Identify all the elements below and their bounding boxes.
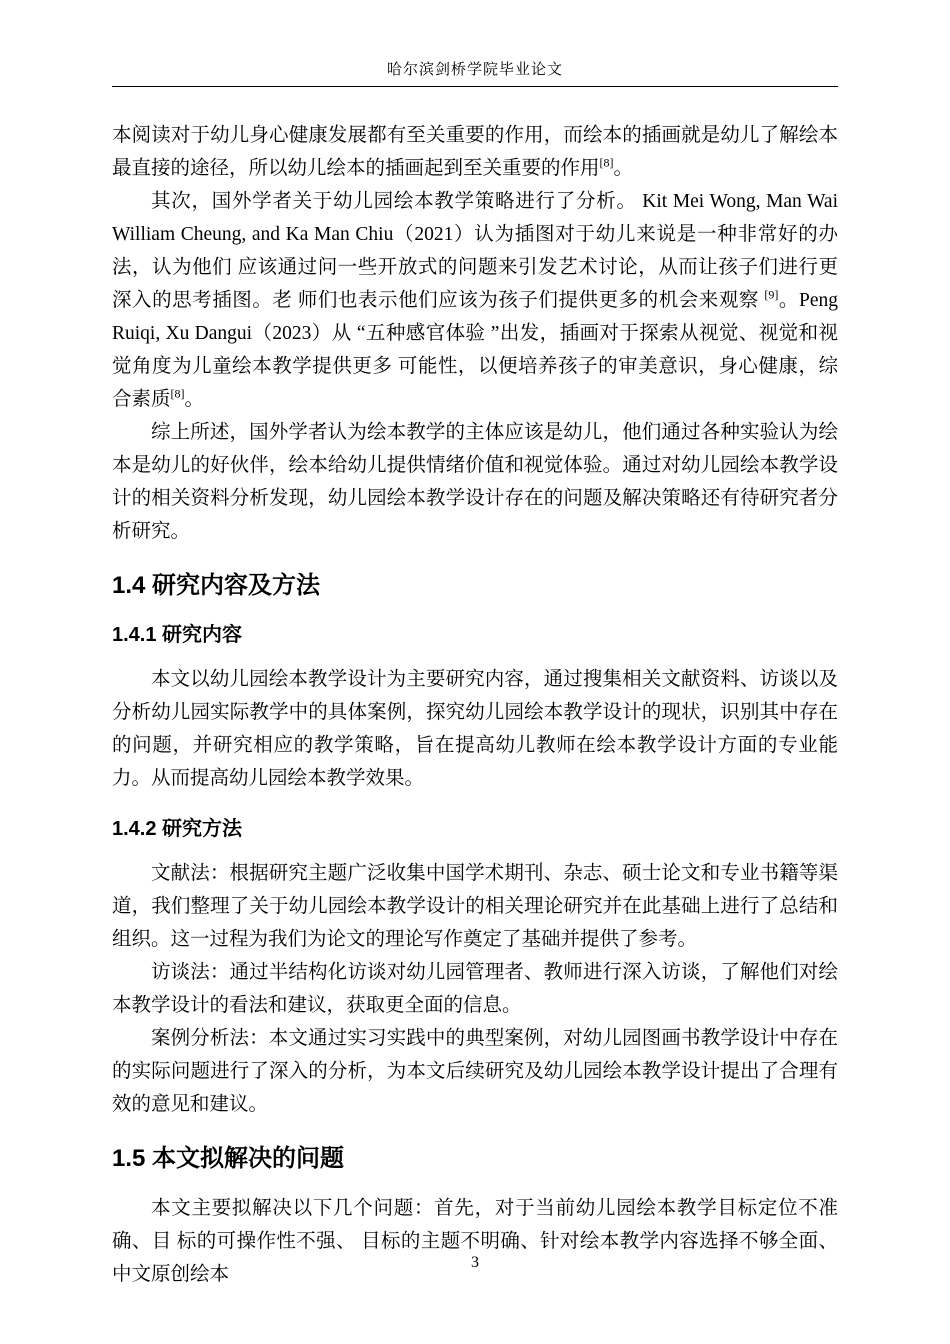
page-number: 3 <box>471 1254 479 1271</box>
paragraph <box>112 1022 838 1121</box>
document-body <box>112 119 838 1291</box>
paragraph <box>112 857 838 956</box>
text-run: 文献法：根据研究主题广泛收集中国学术期刊、杂志、硕士论文和专业书籍等渠道，我们整理了关于幼儿园绘本教学设计的相关理论研究并在此基础上进行了总结和组织。这一过程为我们为论文的理论写作奠定了基础并提供了参考。 <box>112 862 838 950</box>
citation-superscript: [8] <box>170 386 185 401</box>
text-run: 1.4 研究内容及方法 <box>112 572 321 599</box>
citation-superscript: [9] <box>764 287 779 302</box>
text-run: 其次，国外学者关于幼儿园绘本教学策略进行了分析。 Kit Mei Wong, Man Wai William Cheung, and Ka Man Chiu（2021）认为插图对于幼儿来说是一种非常好的办法，认为他们 应该通过问一些开放式的问题来引发艺术讨论，从而让孩子们进行更深入的思考插图。老 师们也表示他们应该为孩子们提供更多的机会来观察 <box>112 191 838 311</box>
text-run: 1.4.2 研究方法 <box>112 817 243 840</box>
citation-superscript: [8] <box>599 155 614 170</box>
text-run: 本文主要拟解决以下几个问题：首先，对于当前幼儿园绘本教学目标定位不准确、目 标的可操作性不强、 目标的主题不明确、针对绘本教学内容选择不够全面、中文原创绘本 <box>112 1197 838 1285</box>
text-run: 案例分析法：本文通过实习实践中的典型案例，对幼儿园图画书教学设计中存在的实际问题进行了深入的分析，为本文后续研究及幼儿园绘本教学设计提出了合理有效的意见和建议。 <box>112 1027 838 1115</box>
text-run: 访谈法：通过半结构化访谈对幼儿园管理者、教师进行深入访谈，了解他们对绘本教学设计的看法和建议，获取更全面的信息。 <box>112 961 838 1016</box>
page-header <box>112 58 838 87</box>
text-run: 1.5 本文拟解决的问题 <box>112 1144 345 1172</box>
paragraph <box>112 119 838 185</box>
header-divider <box>112 86 838 87</box>
subsection-heading <box>112 817 838 841</box>
text-run: 。 <box>613 158 634 179</box>
header-title: 哈尔滨剑桥学院毕业论文 <box>386 62 563 78</box>
text-run: 。Peng Ruiqi, Xu Dangui（2023）从 “五种感官体验 ”出发，插画对于探索从视觉、视觉和视觉角度为儿童绘本教学提供更多 可能性，以便培养孩子的审美意识，身心健康，综合素质 <box>112 290 838 410</box>
section-heading <box>112 1145 838 1174</box>
paragraph <box>112 663 838 795</box>
section-heading <box>112 572 838 601</box>
paragraph <box>112 185 838 416</box>
paragraph <box>112 1192 838 1291</box>
text-run: 1.4.1 研究内容 <box>112 623 243 646</box>
subsection-heading <box>112 623 838 647</box>
paragraph <box>112 956 838 1022</box>
text-run: 本文以幼儿园绘本教学设计为主要研究内容，通过搜集相关文献资料、访谈以及分析幼儿园实际教学中的具体案例，探究幼儿园绘本教学设计的现状，识别其中存在的问题，并研究相应的教学策略，旨在提高幼儿教师在绘本教学设计方面的专业能力。从而提高幼儿园绘本教学效果。 <box>112 668 838 789</box>
text-run: 。 <box>184 389 205 410</box>
text-run: 本阅读对于幼儿身心健康发展都有至关重要的作用，而绘本的插画就是幼儿了解绘本最直接的途径，所以幼儿绘本的插画起到至关重要的作用 <box>112 125 838 179</box>
paragraph <box>112 416 838 548</box>
page-footer <box>0 1254 950 1272</box>
text-run: 综上所述，国外学者认为绘本教学的主体应该是幼儿，他们通过各种实验认为绘本是幼儿的好伙伴，绘本给幼儿提供情绪价值和视觉体验。通过对幼儿园绘本教学设计的相关资料分析发现，幼儿园绘本教学设计存在的问题及解决策略还有待研究者分析研究。 <box>112 422 838 542</box>
